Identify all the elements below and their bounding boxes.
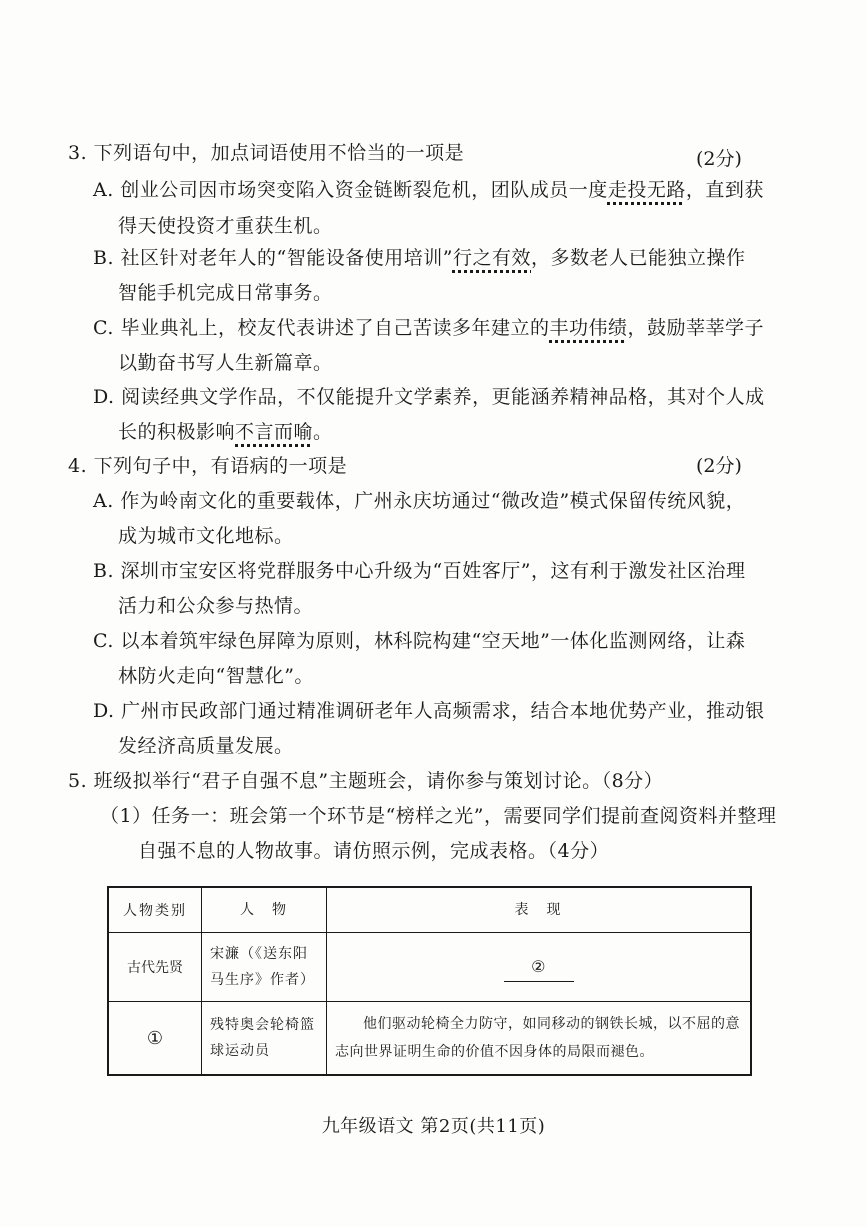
q4-option-d-cont: 发经济高质量发展。 [118,735,294,757]
table-cell-person: 宋濂（《送东阳马生序》作者） [202,933,327,1002]
table-header-category: 人物类别 [108,887,202,933]
q4-option-c: C. 以本着筑牢绿色屏障为原则，林科院构建“空天地”一体化监测网络，让森 [93,630,746,652]
q3-option-c [93,315,764,341]
table-row [108,1002,751,1076]
table-header-person: 人 物 [202,887,327,933]
answer-blank-2[interactable]: ② [504,953,574,982]
q3-c-text-post: ，鼓励莘莘学子 [627,317,764,339]
table-cell-category: 古代先贤 [108,933,202,1002]
table-cell-category[interactable] [108,1002,202,1076]
q4-option-a-cont: 成为城市文化地标。 [118,525,294,547]
q4-option-b-cont: 活力和公众参与热情。 [118,595,314,617]
q3-stem-text: 3. 下列语句中，加点词语使用不恰当的一项是 [68,142,465,164]
q3-option-d: D. 阅读经典文学作品，不仅能提升文学素养，更能涵养精神品格，其对个人成 [93,386,765,408]
q3-c-text-pre: C. 毕业典礼上，校友代表讲述了自己苦读多年建立的 [93,317,550,339]
table-cell-performance: 他们驱动轮椅全力防守，如同移动的钢铁长城，以不屈的意志向世界证明生命的价值不因身体的局限而褪色。 [327,1002,752,1076]
q4-option-c-cont: 林防火走向“智慧化”。 [118,665,314,687]
q3-stem [68,140,464,166]
fill-in-table [107,886,752,1076]
q3-a-text-pre: A. 创业公司因市场突变陷入资金链断裂危机，团队成员一度 [93,179,608,201]
page-footer: 九年级语文 第2页(共11页) [321,1116,546,1137]
answer-blank-1[interactable]: ① [146,1027,164,1049]
q5-task1-cont: 自强不息的人物故事。请仿照示例，完成表格。（4分） [138,840,610,862]
q3-a-text-post: ，直到获 [685,179,764,201]
table-cell-person: 残特奥会轮椅篮球运动员 [202,1002,327,1076]
q4-option-b: B. 深圳市宝安区将党群服务中心升级为“百姓客厅”，这有利于激发社区治理 [93,560,746,582]
table-row [108,933,751,1002]
q4-score: (2分) [696,455,742,477]
q3-option-d-cont [118,419,333,445]
table-header-performance: 表 现 [327,887,752,933]
q3-option-c-cont: 以勤奋书写人生新篇章。 [118,352,333,374]
q3-a-keyword: 走投无路 [607,179,686,201]
q3-option-a-cont: 得天使投资才重获生机。 [118,215,333,237]
table-cell-performance[interactable] [327,933,752,1002]
q5-stem: 5. 班级拟举行“君子自强不息”主题班会，请你参与策划讨论。（8分） [68,770,664,792]
q3-b-text-pre: B. 社区针对老年人的“智能设备使用培训” [93,247,453,269]
q4-option-a: A. 作为岭南文化的重要载体，广州永庆坊通过“微改造”模式保留传统风貌， [93,490,746,512]
q3-d-text-post: 。 [313,421,333,443]
q4-stem: 4. 下列句子中，有语病的一项是 [68,455,348,477]
q3-option-a [93,177,764,203]
q3-option-b-cont: 智能手机完成日常事务。 [118,282,333,304]
q5-task1: （1）任务一：班会第一个环节是“榜样之光”，需要同学们提前查阅资料并整理 [100,805,777,827]
q3-option-b [93,245,746,271]
q3-b-text-post: ，多数老人已能独立操作 [531,247,746,269]
q3-d-text-pre: 长的积极影响 [118,421,236,443]
q4-option-d: D. 广州市民政部门通过精准调研老年人高频需求，结合本地优势产业，推动银 [93,700,765,722]
q3-c-keyword: 丰功伟绩 [549,317,628,339]
q3-score: (2分) [696,148,742,170]
table-header-row [108,887,751,933]
q3-b-keyword: 行之有效 [452,247,531,269]
q3-d-keyword: 不言而喻 [235,421,314,443]
